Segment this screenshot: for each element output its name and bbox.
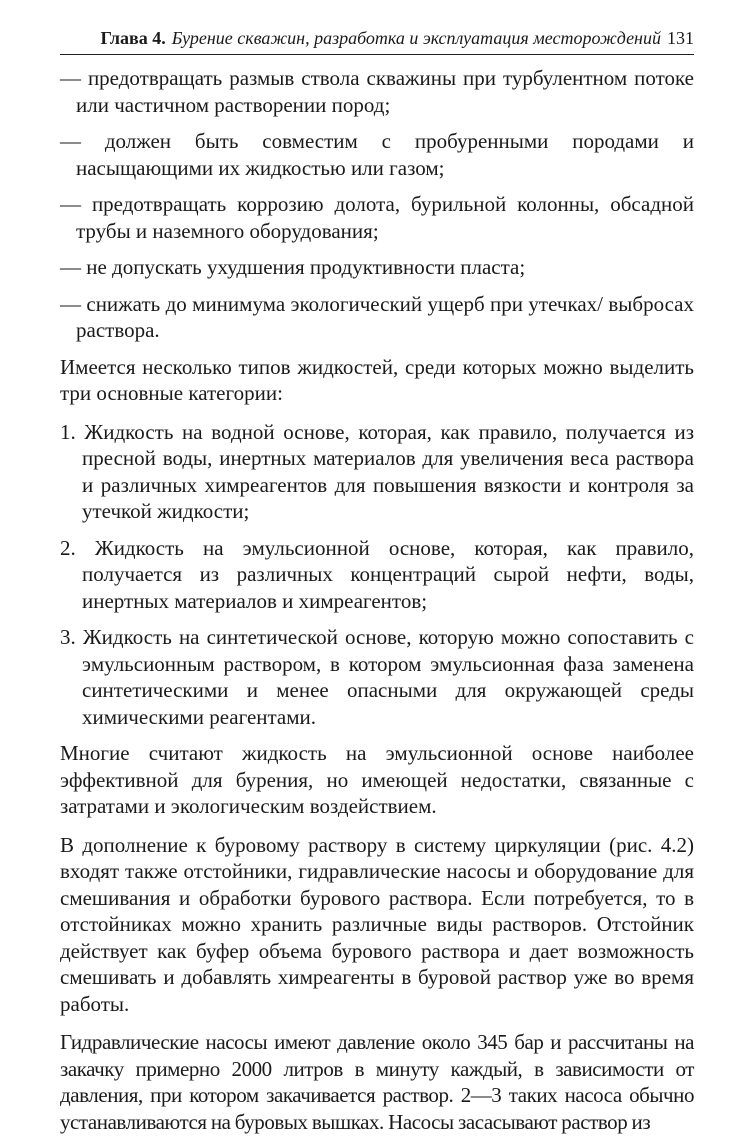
requirement-item: — снижать до минимума экологический ущерб при утечках/ выбросах раствора. bbox=[60, 291, 694, 342]
category-item: 1. Жидкость на водной основе, которая, как правило, получается из пресной воды, инертных материалов для увеличения веса раствора и различных химреагентов для повышения вязкости и контроля за утечкой жидкости; bbox=[60, 419, 694, 523]
paragraph: Многие считают жидкость на эмульсионной основе наиболее эффективной для бурения, но имеющей недостатки, связанные с затратами и экологическим воздействием. bbox=[60, 741, 694, 818]
requirement-item: — предотвращать коррозию долота, бурильной колонны, обсадной трубы и наземного оборудования; bbox=[60, 192, 694, 243]
chapter-title: Бурение скважин, разработка и эксплуатация месторождений bbox=[171, 28, 661, 48]
intro-paragraph: Имеется несколько типов жидкостей, среди которых можно выделить три основные категории: bbox=[60, 354, 694, 405]
requirement-item: — должен быть совместим с пробуренными породами и насыщающими их жидкостью или газом; bbox=[60, 129, 694, 180]
requirement-item: — предотвращать размыв ствола скважины при турбулентном потоке или частичном растворении пород; bbox=[60, 66, 694, 117]
chapter-label: Глава 4. bbox=[100, 28, 166, 48]
page-number: 131 bbox=[667, 28, 694, 48]
page bbox=[60, 28, 694, 1147]
category-item: 2. Жидкость на эмульсионной основе, которая, как правило, получается из различных концентраций сырой нефти, воды, инертных материалов и химреагентов; bbox=[60, 535, 694, 613]
paragraph: В дополнение к буровому раствору в систему циркуляции (рис. 4.2) входят также отстойники, гидравлические насосы и оборудование для смешивания и обработки бурового раствора. Если потребуется, то в отстойниках можно хранить различные виды растворов. Отстойник действует как буфер объема бурового раствора и дает возможность смешивать и добавлять химреагенты в буровой раствор уже во время работы. bbox=[60, 832, 694, 1016]
paragraph: Гидравлические насосы имеют давление около 345 бар и рассчитаны на закачку примерно 2000 литров в минуту каждый, в зависимости от давления, при котором закачивается раствор. 2—3 таких насоса обычно устанавливаются на буровых вышках. Насосы засасывают раствор из bbox=[60, 1030, 694, 1134]
body-text bbox=[60, 65, 694, 1135]
running-head bbox=[60, 28, 694, 55]
requirement-item: — не допускать ухудшения продуктивности пласта; bbox=[60, 255, 526, 279]
category-item: 3. Жидкость на синтетической основе, которую можно сопоставить с эмульсионным раствором, в котором эмульсионная фаза заменена синтетическими и менее опасными для окружающей среды химическими реагентами. bbox=[60, 625, 694, 729]
